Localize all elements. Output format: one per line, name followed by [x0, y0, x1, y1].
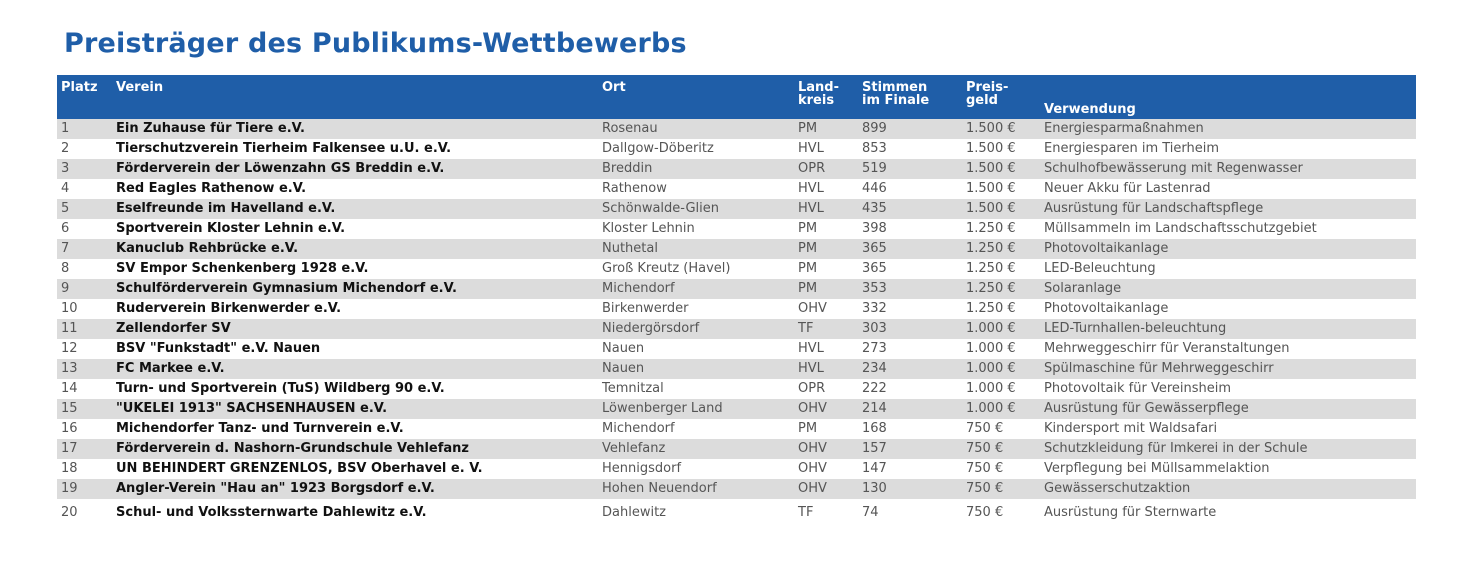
- cell-verwendung: Mehrweggeschirr für Veranstaltungen: [1040, 339, 1416, 359]
- cell-platz: 8: [57, 259, 112, 279]
- cell-ort: Birkenwerder: [598, 299, 794, 319]
- table-row: [57, 299, 1416, 319]
- cell-preisgeld: 1.500 €: [962, 119, 1040, 139]
- table-row: [57, 319, 1416, 339]
- cell-landkreis: OHV: [794, 439, 858, 459]
- winners-table: [57, 75, 1416, 527]
- header-stimmen-line-2: im Finale: [862, 93, 930, 108]
- table-header: [57, 75, 1416, 119]
- cell-platz: 14: [57, 379, 112, 399]
- header-ort: Ort: [598, 75, 794, 119]
- cell-platz: 17: [57, 439, 112, 459]
- table-row: [57, 399, 1416, 419]
- cell-stimmen: 353: [858, 279, 962, 299]
- cell-verwendung: Kindersport mit Waldsafari: [1040, 419, 1416, 439]
- cell-verwendung: Gewässerschutzaktion: [1040, 479, 1416, 499]
- header-stimmen-line-1: Stimmen: [862, 80, 928, 95]
- cell-preisgeld: 1.000 €: [962, 399, 1040, 419]
- cell-stimmen: 157: [858, 439, 962, 459]
- cell-stimmen: 899: [858, 119, 962, 139]
- cell-verein: Sportverein Kloster Lehnin e.V.: [112, 219, 598, 239]
- cell-verein: Eselfreunde im Havelland e.V.: [112, 199, 598, 219]
- cell-preisgeld: 750 €: [962, 459, 1040, 479]
- header-verwendung: Verwendung: [1040, 75, 1416, 119]
- cell-stimmen: 519: [858, 159, 962, 179]
- cell-verein: SV Empor Schenkenberg 1928 e.V.: [112, 259, 598, 279]
- table-row: [57, 339, 1416, 359]
- cell-stimmen: 446: [858, 179, 962, 199]
- cell-landkreis: HVL: [794, 359, 858, 379]
- cell-verwendung: Müllsammeln im Landschaftsschutzgebiet: [1040, 219, 1416, 239]
- cell-ort: Michendorf: [598, 419, 794, 439]
- cell-ort: Niedergörsdorf: [598, 319, 794, 339]
- table-row: [57, 159, 1416, 179]
- cell-platz: 10: [57, 299, 112, 319]
- table-body: [57, 119, 1416, 527]
- table-row: [57, 419, 1416, 439]
- cell-landkreis: TF: [794, 499, 858, 527]
- cell-verwendung: Photovoltaikanlage: [1040, 299, 1416, 319]
- cell-verwendung: Ausrüstung für Sternwarte: [1040, 499, 1416, 527]
- cell-stimmen: 74: [858, 499, 962, 527]
- cell-platz: 12: [57, 339, 112, 359]
- cell-verein: Turn- und Sportverein (TuS) Wildberg 90 e.V.: [112, 379, 598, 399]
- table-row: [57, 479, 1416, 499]
- cell-preisgeld: 1.250 €: [962, 239, 1040, 259]
- header-preisgeld: [962, 75, 1040, 119]
- cell-verein: Tierschutzverein Tierheim Falkensee u.U. e.V.: [112, 139, 598, 159]
- cell-stimmen: 435: [858, 199, 962, 219]
- cell-stimmen: 234: [858, 359, 962, 379]
- cell-ort: Rosenau: [598, 119, 794, 139]
- cell-stimmen: 365: [858, 259, 962, 279]
- cell-platz: 4: [57, 179, 112, 199]
- cell-preisgeld: 1.250 €: [962, 259, 1040, 279]
- cell-landkreis: OPR: [794, 379, 858, 399]
- cell-verein: Kanuclub Rehbrücke e.V.: [112, 239, 598, 259]
- table-row: [57, 379, 1416, 399]
- cell-landkreis: OHV: [794, 459, 858, 479]
- cell-landkreis: OHV: [794, 479, 858, 499]
- cell-ort: Löwenberger Land: [598, 399, 794, 419]
- header-stimmen: [858, 75, 962, 119]
- header-landkreis-line-1: Land-: [798, 80, 840, 95]
- cell-verein: Ein Zuhause für Tiere e.V.: [112, 119, 598, 139]
- cell-verein: FC Markee e.V.: [112, 359, 598, 379]
- cell-verein: Förderverein der Löwenzahn GS Breddin e.V.: [112, 159, 598, 179]
- cell-platz: 2: [57, 139, 112, 159]
- cell-verein: Förderverein d. Nashorn-Grundschule Vehlefanz: [112, 439, 598, 459]
- cell-stimmen: 214: [858, 399, 962, 419]
- cell-preisgeld: 1.250 €: [962, 219, 1040, 239]
- cell-verwendung: Schulhofbewässerung mit Regenwasser: [1040, 159, 1416, 179]
- cell-verwendung: Spülmaschine für Mehrweggeschirr: [1040, 359, 1416, 379]
- cell-platz: 20: [57, 499, 112, 527]
- cell-landkreis: HVL: [794, 199, 858, 219]
- cell-landkreis: HVL: [794, 179, 858, 199]
- cell-stimmen: 147: [858, 459, 962, 479]
- cell-verein: Red Eagles Rathenow e.V.: [112, 179, 598, 199]
- cell-platz: 3: [57, 159, 112, 179]
- cell-ort: Breddin: [598, 159, 794, 179]
- table-row: [57, 499, 1416, 527]
- table-row: [57, 239, 1416, 259]
- cell-ort: Nauen: [598, 359, 794, 379]
- cell-ort: Vehlefanz: [598, 439, 794, 459]
- table-row: [57, 459, 1416, 479]
- cell-landkreis: OPR: [794, 159, 858, 179]
- cell-verwendung: Energiesparen im Tierheim: [1040, 139, 1416, 159]
- cell-preisgeld: 750 €: [962, 479, 1040, 499]
- cell-ort: Rathenow: [598, 179, 794, 199]
- cell-verwendung: LED-Turnhallen-beleuchtung: [1040, 319, 1416, 339]
- cell-verein: Michendorfer Tanz- und Turnverein e.V.: [112, 419, 598, 439]
- table-row: [57, 179, 1416, 199]
- cell-ort: Nauen: [598, 339, 794, 359]
- cell-stimmen: 398: [858, 219, 962, 239]
- cell-ort: Dallgow-Döberitz: [598, 139, 794, 159]
- cell-verein: Schulförderverein Gymnasium Michendorf e.V.: [112, 279, 598, 299]
- cell-verwendung: Photovoltaikanlage: [1040, 239, 1416, 259]
- cell-preisgeld: 750 €: [962, 499, 1040, 527]
- cell-landkreis: PM: [794, 239, 858, 259]
- cell-platz: 6: [57, 219, 112, 239]
- cell-ort: Hennigsdorf: [598, 459, 794, 479]
- cell-platz: 15: [57, 399, 112, 419]
- cell-platz: 19: [57, 479, 112, 499]
- cell-verein: UN BEHINDERT GRENZENLOS, BSV Oberhavel e. V.: [112, 459, 598, 479]
- cell-ort: Groß Kreutz (Havel): [598, 259, 794, 279]
- cell-verein: Zellendorfer SV: [112, 319, 598, 339]
- table-row: [57, 259, 1416, 279]
- table-row: [57, 139, 1416, 159]
- cell-stimmen: 303: [858, 319, 962, 339]
- cell-verwendung: Solaranlage: [1040, 279, 1416, 299]
- cell-ort: Schönwalde-Glien: [598, 199, 794, 219]
- cell-platz: 5: [57, 199, 112, 219]
- cell-stimmen: 273: [858, 339, 962, 359]
- cell-platz: 16: [57, 419, 112, 439]
- page-title: Preisträger des Publikums-Wettbewerbs: [64, 28, 687, 59]
- cell-preisgeld: 1.250 €: [962, 279, 1040, 299]
- cell-platz: 13: [57, 359, 112, 379]
- cell-verwendung: Schutzkleidung für Imkerei in der Schule: [1040, 439, 1416, 459]
- table-row: [57, 219, 1416, 239]
- cell-stimmen: 168: [858, 419, 962, 439]
- cell-verwendung: Ausrüstung für Gewässerpflege: [1040, 399, 1416, 419]
- cell-preisgeld: 750 €: [962, 419, 1040, 439]
- cell-verwendung: Neuer Akku für Lastenrad: [1040, 179, 1416, 199]
- table-row: [57, 359, 1416, 379]
- header-platz: Platz: [57, 75, 112, 119]
- cell-platz: 18: [57, 459, 112, 479]
- cell-verein: BSV "Funkstadt" e.V. Nauen: [112, 339, 598, 359]
- cell-ort: Dahlewitz: [598, 499, 794, 527]
- cell-landkreis: PM: [794, 259, 858, 279]
- cell-ort: Nuthetal: [598, 239, 794, 259]
- cell-platz: 7: [57, 239, 112, 259]
- cell-landkreis: HVL: [794, 339, 858, 359]
- table-row: [57, 119, 1416, 139]
- cell-preisgeld: 1.000 €: [962, 319, 1040, 339]
- cell-landkreis: OHV: [794, 299, 858, 319]
- cell-stimmen: 222: [858, 379, 962, 399]
- cell-preisgeld: 1.500 €: [962, 179, 1040, 199]
- cell-ort: Kloster Lehnin: [598, 219, 794, 239]
- cell-verwendung: Verpflegung bei Müllsammelaktion: [1040, 459, 1416, 479]
- cell-verwendung: Photovoltaik für Vereinsheim: [1040, 379, 1416, 399]
- cell-preisgeld: 750 €: [962, 439, 1040, 459]
- header-landkreis: [794, 75, 858, 119]
- cell-landkreis: PM: [794, 279, 858, 299]
- header-preisgeld-line-2: geld: [966, 93, 998, 108]
- cell-verein: Schul- und Volkssternwarte Dahlewitz e.V.: [112, 499, 598, 527]
- cell-stimmen: 853: [858, 139, 962, 159]
- cell-preisgeld: 1.500 €: [962, 159, 1040, 179]
- cell-ort: Michendorf: [598, 279, 794, 299]
- cell-landkreis: HVL: [794, 139, 858, 159]
- cell-verein: Ruderverein Birkenwerder e.V.: [112, 299, 598, 319]
- cell-platz: 11: [57, 319, 112, 339]
- cell-landkreis: PM: [794, 419, 858, 439]
- table-row: [57, 439, 1416, 459]
- cell-preisgeld: 1.500 €: [962, 139, 1040, 159]
- header-landkreis-line-2: kreis: [798, 93, 835, 108]
- cell-landkreis: PM: [794, 119, 858, 139]
- cell-preisgeld: 1.000 €: [962, 379, 1040, 399]
- cell-landkreis: OHV: [794, 399, 858, 419]
- cell-preisgeld: 1.250 €: [962, 299, 1040, 319]
- table-row: [57, 199, 1416, 219]
- cell-ort: Temnitzal: [598, 379, 794, 399]
- cell-stimmen: 130: [858, 479, 962, 499]
- cell-platz: 1: [57, 119, 112, 139]
- cell-stimmen: 332: [858, 299, 962, 319]
- cell-landkreis: TF: [794, 319, 858, 339]
- cell-ort: Hohen Neuendorf: [598, 479, 794, 499]
- cell-preisgeld: 1.000 €: [962, 359, 1040, 379]
- cell-verwendung: Ausrüstung für Landschaftspflege: [1040, 199, 1416, 219]
- header-verein: Verein: [112, 75, 598, 119]
- header-preisgeld-line-1: Preis-: [966, 80, 1009, 95]
- cell-verwendung: Energiesparmaßnahmen: [1040, 119, 1416, 139]
- cell-stimmen: 365: [858, 239, 962, 259]
- cell-verein: Angler-Verein "Hau an" 1923 Borgsdorf e.V.: [112, 479, 598, 499]
- cell-platz: 9: [57, 279, 112, 299]
- cell-landkreis: PM: [794, 219, 858, 239]
- table-row: [57, 279, 1416, 299]
- cell-verein: "UKELEI 1913" SACHSENHAUSEN e.V.: [112, 399, 598, 419]
- cell-preisgeld: 1.500 €: [962, 199, 1040, 219]
- cell-preisgeld: 1.000 €: [962, 339, 1040, 359]
- cell-verwendung: LED-Beleuchtung: [1040, 259, 1416, 279]
